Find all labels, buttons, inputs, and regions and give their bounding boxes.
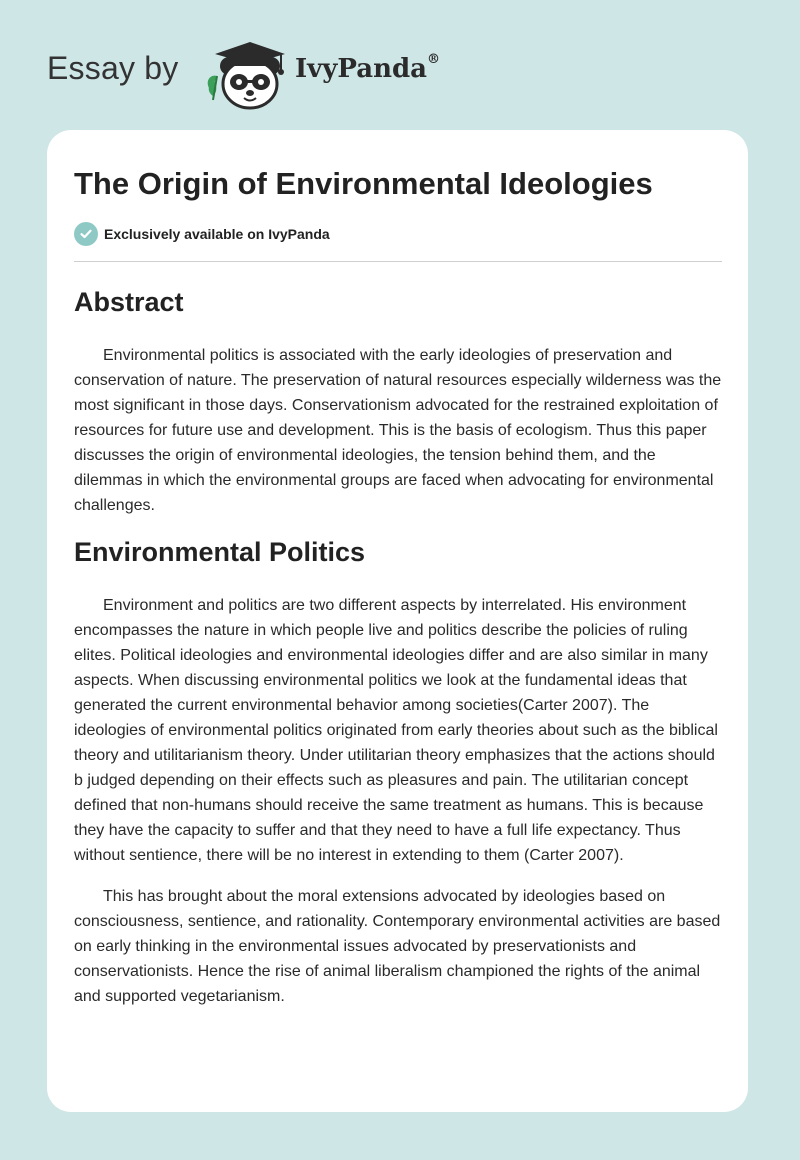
paragraph: This has brought about the moral extensions advocated by ideologies based on consciousness, sentience, and rationality. Contemporary environmental activities are based on early thinking in the environmental issues advocated by preservationists and conservationists. Hence the rise of animal liberalism championed the rights of the animal and supported vegetarianism. bbox=[74, 888, 721, 1005]
essay-by-label: Essay by bbox=[47, 50, 179, 86]
divider bbox=[74, 261, 722, 262]
registered-mark: ® bbox=[427, 52, 441, 68]
page-title: The Origin of Environmental Ideologies bbox=[74, 166, 653, 201]
section-heading: Environmental Politics bbox=[74, 537, 366, 567]
section-abstract bbox=[74, 282, 724, 518]
exclusive-label: Exclusively available on IvyPanda bbox=[104, 226, 330, 242]
paragraph: Environmental politics is associated with the early ideologies of preservation and conservation of nature. The preservation of natural resources especially wilderness was the most significant in those days. Conservationism advocated for the restrained exploitation of resources for future use and development. This is the basis of ecologism. Thus this paper discusses the origin of environmental ideologies, the tension behind them, and the dilemmas in which the environmental groups are faced when advocating for environmental challenges. bbox=[74, 347, 722, 514]
paragraph: Environment and politics are two different aspects by interrelated. His environment encompasses the nature in which people live and politics describe the policies of ruling elites. Political ideologies and environmental ideologies differ and are also similar in many aspects. When discussing environmental politics we look at the fundamental ideas that generated the current environmental behavior among societies(Carter 2007). The ideologies of environmental politics originated from early theories about such as the biblical theory and utilitarianism theory. Under utilitarian theory emphasizes that the actions should b judged depending on their effects such as pleasures and pain. The utilitarian concept defined that non-humans should receive the same treatment as humans. This is because they have the capacity to suffer and that they need to have a full life expectancy. Thus without sentience, there will be no interest in extending to them (Carter 2007). bbox=[74, 597, 718, 864]
panda-graduation-cap-logo[interactable] bbox=[199, 36, 295, 112]
exclusive-badge bbox=[74, 222, 330, 246]
section-environmental-politics bbox=[74, 532, 724, 1009]
article-card bbox=[47, 130, 748, 1112]
check-circle-icon bbox=[74, 222, 98, 246]
section-heading: Abstract bbox=[74, 287, 184, 317]
site-header bbox=[47, 36, 507, 116]
brand-name[interactable]: IvyPanda® bbox=[295, 52, 441, 84]
article-body bbox=[74, 282, 724, 1009]
